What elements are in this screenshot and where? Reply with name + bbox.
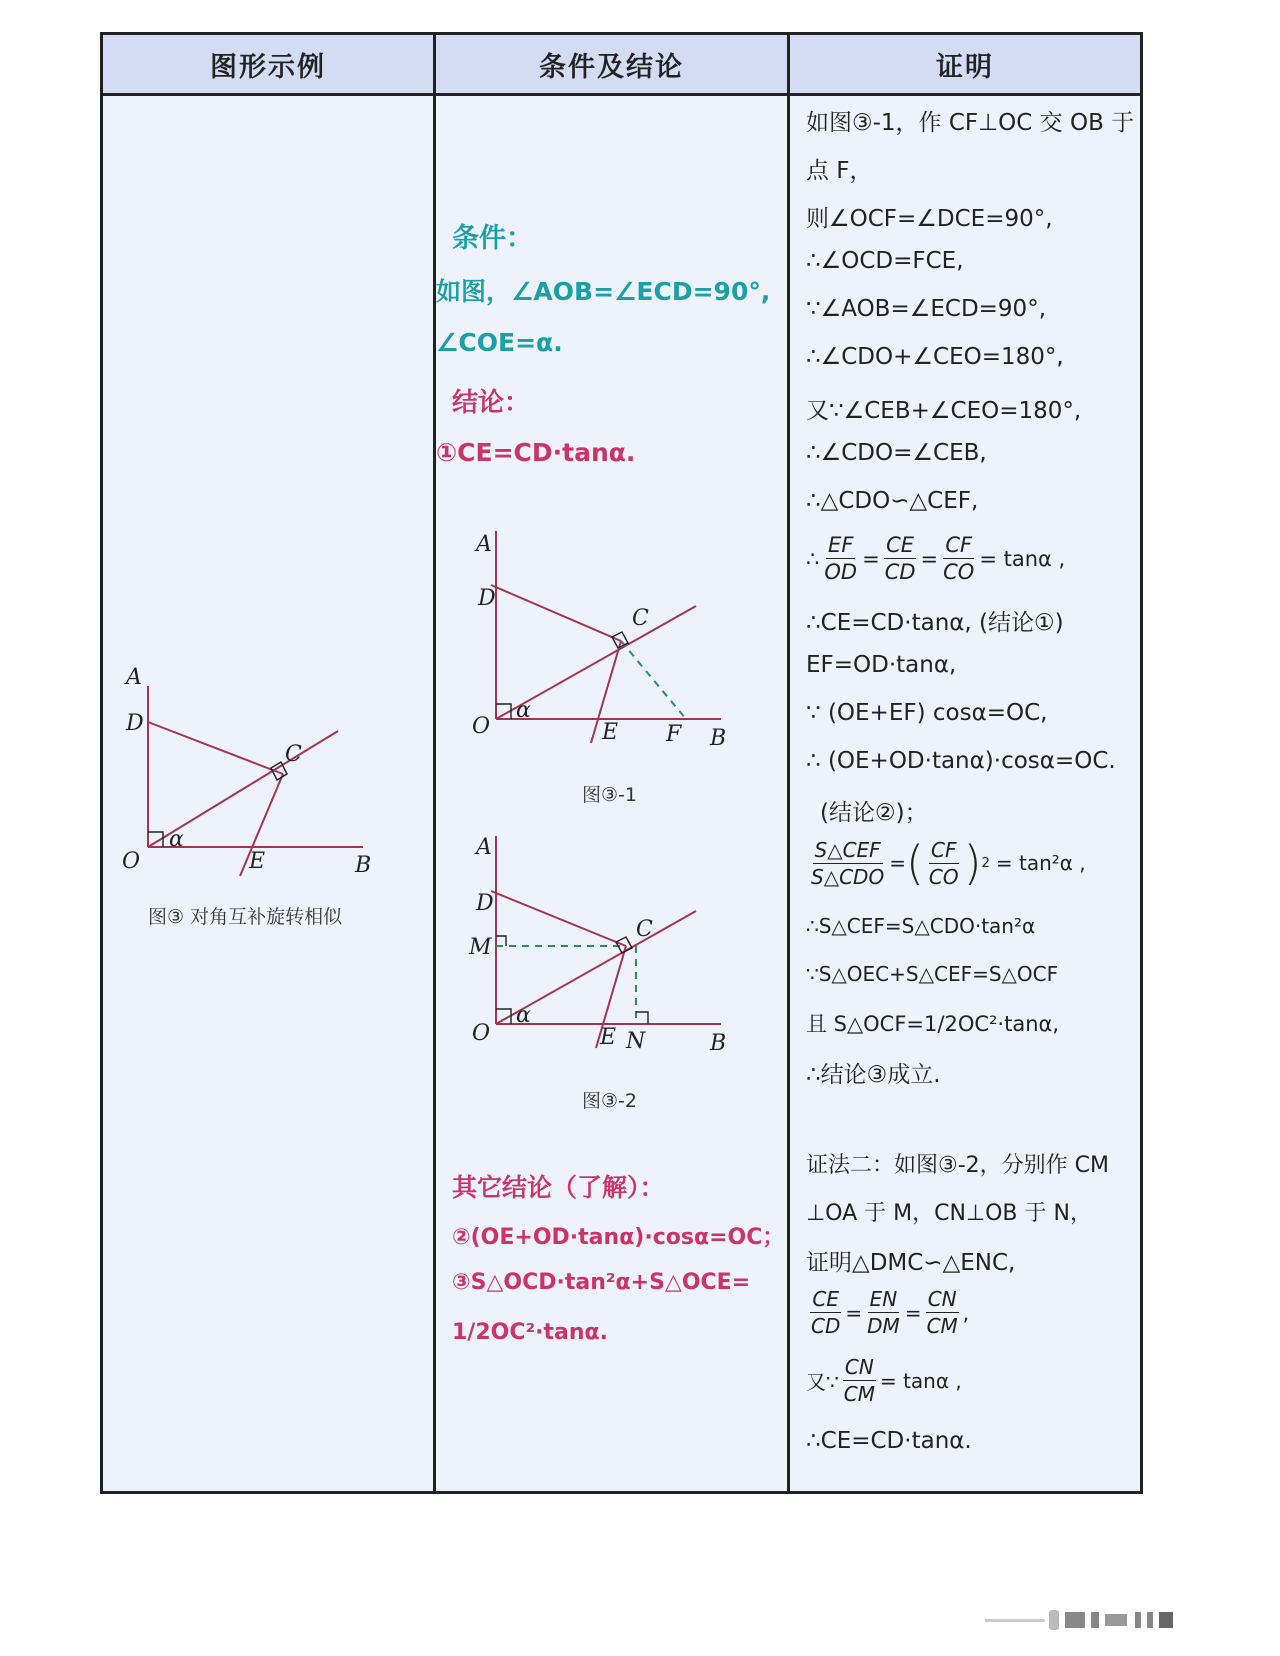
proof-ratio-equation-2: $\frac{CE}{CD}$ = $\frac{EN}{DM}$ = $\frac{CN}{CM}$ ,	[811, 1287, 970, 1338]
fig-angle-alpha: α	[169, 827, 184, 852]
numerator: EF	[828, 533, 854, 557]
fig1-point-O: O	[472, 714, 491, 739]
denominator: CD	[811, 1314, 841, 1338]
proof-line: ∴CE=CD·tanα.	[806, 1428, 972, 1454]
square-superscript: 2	[981, 855, 990, 871]
fig-point-A: A	[126, 665, 142, 690]
proof-line: 且 S△OCF=1/2OC²·tanα,	[806, 1012, 1060, 1036]
proof-cell	[790, 96, 1140, 1491]
fig2-point-B: B	[710, 1031, 727, 1056]
proof-line: ∴CE=CD·tanα, (结论①)	[806, 610, 1064, 636]
fig2-point-A: A	[476, 835, 492, 860]
fraction-en-dm	[865, 1286, 902, 1339]
proof-line: ∵S△OEC+S△CEF=S△OCF	[806, 962, 1059, 986]
proof-line: 如图③-1，作 CF⊥OC 交 OB 于	[806, 110, 1135, 136]
proof-line: ∵∠AOB=∠ECD=90°,	[806, 296, 1047, 322]
figure-example-cell	[103, 96, 433, 1491]
ratio-prefix: ∴	[806, 546, 820, 571]
fraction-cn-cm	[925, 1286, 960, 1339]
tan-suffix: = tanα ,	[879, 1368, 962, 1393]
fig-point-D: D	[126, 711, 144, 736]
proof-line: (结论②)；	[820, 800, 928, 826]
numerator: CN	[927, 1287, 957, 1311]
area-ratio-suffix: = tan²α ,	[995, 851, 1086, 875]
fig-point-E: E	[249, 849, 266, 874]
proof-tan-equation	[806, 1354, 962, 1407]
watermark-logo	[985, 1606, 1255, 1636]
proof-line: EF=OD·tanα,	[806, 652, 957, 678]
denominator: CM	[843, 1382, 875, 1406]
conditions-title: 条件：	[452, 223, 533, 254]
denominator: CM	[926, 1314, 958, 1338]
fig1-angle-alpha: α	[516, 698, 531, 723]
fig2-point-E: E	[600, 1025, 617, 1050]
proof-line: ∵ (OE+EF) cosα=OC,	[806, 700, 1048, 726]
conditions-cell	[436, 96, 787, 1491]
numerator: EN	[869, 1287, 898, 1311]
conditions-line-1: 如图，∠AOB=∠ECD=90°,	[436, 277, 771, 306]
other-conclusions-title: 其它结论（了解）：	[452, 1173, 665, 1202]
proof-line: ∴∠CDO+∠CEO=180°,	[806, 344, 1064, 370]
denominator: CD	[884, 560, 916, 584]
proof-line: ∴∠CDO=∠CEB,	[806, 440, 987, 466]
figure-3-2-caption: 图③-2	[582, 1090, 637, 1112]
other-conclusion-3b: 1/2OC²·tanα.	[452, 1320, 608, 1345]
fig1-point-F: F	[666, 722, 682, 747]
fig2-point-D: D	[476, 891, 494, 916]
fig1-point-E: E	[602, 720, 619, 745]
fig1-point-D: D	[478, 586, 496, 611]
denominator: S△CDO	[811, 864, 885, 889]
denominator: DM	[867, 1314, 900, 1338]
tan-prefix: 又∵	[806, 1370, 839, 1394]
fig-point-O: O	[122, 849, 141, 874]
conclusions-title: 结论：	[452, 388, 531, 418]
proof-line: 证明△DMC∽△ENC,	[806, 1250, 1016, 1276]
fig1-point-A: A	[476, 532, 492, 557]
fraction-ce-cd	[809, 1286, 842, 1339]
numerator: CF	[931, 837, 957, 862]
proof-line: 又∵∠CEB+∠CEO=180°,	[806, 398, 1082, 424]
proof-line: 则∠OCF=∠DCE=90°,	[806, 206, 1053, 232]
fig1-point-B: B	[710, 726, 727, 751]
ratio-suffix: = tanα ,	[979, 546, 1066, 571]
proof-line: 点 F，	[806, 158, 873, 184]
proof-line: ∴S△CEF=S△CDO·tan²α	[806, 914, 1036, 938]
main-figure-caption: 图③ 对角互补旋转相似	[148, 906, 343, 928]
proof-area-ratio: $\frac{\text{S△CEF}}{\text{S△CDO}}$ = ( $\frac{CF}{CO}$ ) 2 = tan²α ,	[811, 836, 1086, 890]
proof-line: ∴结论③成立.	[806, 1062, 941, 1088]
conditions-line-2: ∠COE=α.	[436, 328, 563, 357]
fraction-area	[809, 837, 886, 890]
numerator: CE	[886, 533, 915, 557]
fig-point-B: B	[355, 853, 372, 878]
proof-line: ∴△CDO∽△CEF,	[806, 488, 979, 514]
numerator: CN	[844, 1355, 874, 1379]
fig2-point-M: M	[469, 935, 492, 960]
proof-line: ⊥OA 于 M，CN⊥OB 于 N，	[806, 1201, 1092, 1226]
right-paren: )	[963, 836, 982, 890]
denominator: OD	[824, 560, 858, 584]
figure-3-1-diagram	[436, 501, 787, 801]
figure-3-1-caption: 图③-1	[582, 784, 637, 806]
fraction-cf-co	[927, 837, 961, 890]
fig2-point-O: O	[472, 1021, 491, 1046]
proof-line: ∴ (OE+OD·tanα)·cosα=OC.	[806, 748, 1116, 774]
header-figure-example: 图形示例	[103, 35, 433, 93]
denominator: CO	[943, 560, 975, 584]
fraction-ef-od	[822, 532, 859, 585]
denominator: CO	[928, 864, 959, 889]
fig2-angle-alpha: α	[516, 1003, 531, 1028]
figure-3-2-diagram	[436, 806, 787, 1106]
fraction-cn-cm	[842, 1354, 877, 1407]
proof-line: 证法二：如图③-2，分别作 CM	[806, 1153, 1109, 1178]
fraction-cf-co	[941, 532, 976, 585]
fig-point-C: C	[285, 742, 302, 767]
numerator: CF	[945, 533, 973, 557]
main-figure-diagram	[103, 96, 433, 1491]
other-conclusion-3a: ③S△OCD·tan²α+S△OCE=	[452, 1270, 751, 1295]
fig2-point-C: C	[636, 917, 653, 942]
fraction-ce-cd	[883, 532, 918, 585]
other-conclusion-2: ②(OE+OD·tanα)·cosα=OC；	[452, 1225, 785, 1250]
theorem-table	[100, 32, 1143, 1494]
conclusion-1: ①CE=CD·tanα.	[436, 438, 636, 467]
numerator: S△CEF	[814, 837, 881, 862]
proof-ratio-equation: ∴ $\frac{EF}{OD}$ = $\frac{CE}{CD}$ = $\frac{CF}{CO}$ = tanα ,	[806, 533, 1066, 584]
header-conditions: 条件及结论	[436, 35, 787, 93]
fig1-point-C: C	[632, 606, 649, 631]
proof-line: ∴∠OCD=FCE,	[806, 248, 964, 274]
header-proof: 证明	[790, 35, 1140, 93]
left-paren: (	[905, 836, 924, 890]
numerator: CE	[812, 1287, 839, 1311]
fig2-point-N: N	[626, 1029, 646, 1054]
